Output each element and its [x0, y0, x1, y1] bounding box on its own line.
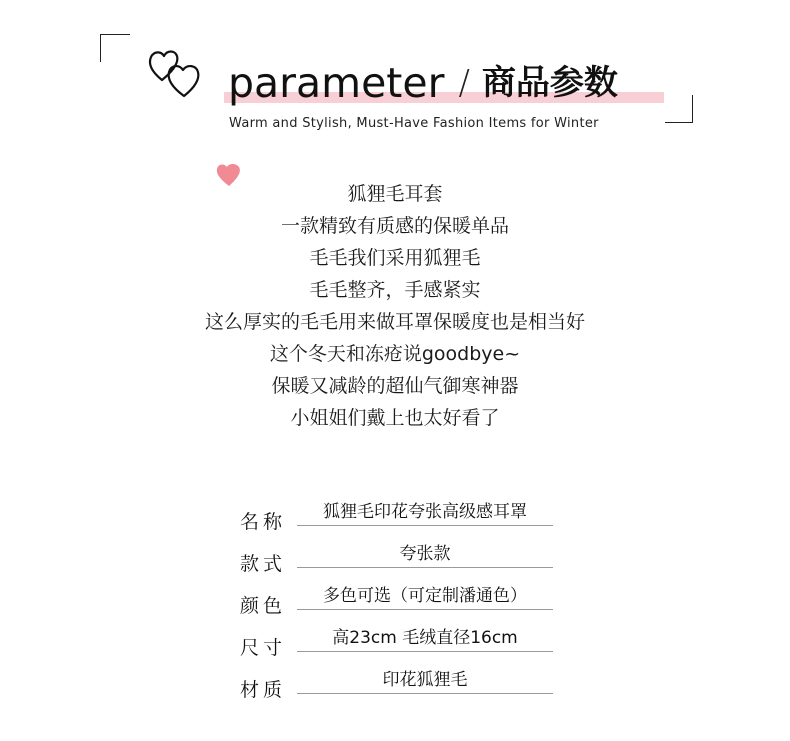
description-line: 这么厚实的毛毛用来做耳罩保暖度也是相当好	[204, 311, 585, 333]
page-title	[228, 56, 618, 110]
description-line: 这个冬天和冻疮说goodbye~	[269, 343, 521, 365]
param-underline	[297, 609, 553, 610]
description-line: 狐狸毛耳套	[347, 183, 443, 205]
param-label: 颜色	[240, 595, 287, 617]
description-line: 保暖又减龄的超仙气御寒神器	[271, 375, 519, 397]
param-value: 狐狸毛印花夸张高级感耳罩	[323, 502, 527, 522]
title-english: parameter	[228, 59, 445, 107]
param-underline	[297, 651, 553, 652]
param-underline	[297, 567, 553, 568]
description-line: 小姐姐们戴上也太好看了	[290, 407, 500, 429]
title-slash: /	[458, 63, 470, 103]
corner-bracket-top-left	[100, 34, 130, 62]
page-subtitle: Warm and Stylish, Must-Have Fashion Items for Winter	[229, 116, 599, 131]
corner-bracket-bottom-right	[665, 95, 693, 123]
param-value: 高23cm 毛绒直径16cm	[332, 628, 518, 648]
param-value: 多色可选（可定制潘通色）	[323, 586, 527, 606]
description-line: 一款精致有质感的保暖单品	[280, 215, 509, 237]
description-line: 毛毛整齐，手感紧实	[309, 279, 481, 301]
product-description	[0, 178, 790, 434]
title-chinese: 商品参数	[481, 63, 618, 103]
param-label: 尺寸	[240, 637, 287, 659]
param-label: 名称	[240, 511, 287, 533]
two-outline-hearts-icon	[146, 42, 204, 100]
param-underline	[297, 693, 553, 694]
param-underline	[297, 525, 553, 526]
param-value: 夸张款	[399, 544, 451, 564]
param-label: 款式	[240, 553, 287, 575]
description-line: 毛毛我们采用狐狸毛	[309, 247, 481, 269]
param-label: 材质	[240, 679, 287, 701]
param-value: 印花狐狸毛	[382, 670, 468, 690]
